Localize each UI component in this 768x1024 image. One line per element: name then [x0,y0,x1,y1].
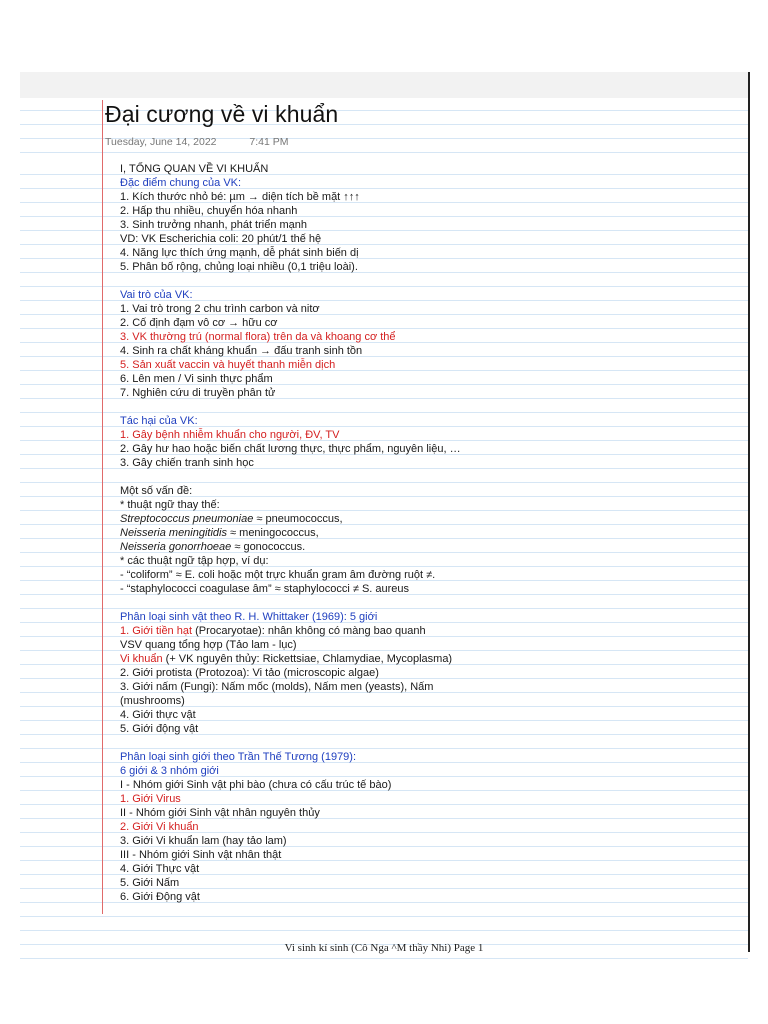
line-segment: 5. Giới Nấm [120,877,180,889]
note-line [120,722,720,736]
line-segment: I, TỔNG QUAN VỀ VI KHUẨN [120,163,269,175]
line-segment: 7. Nghiên cứu di truyền phân tử [120,387,276,399]
note-line [120,820,720,834]
note-line [120,204,720,218]
line-segment: 6 giới & 3 nhóm giới [120,765,219,777]
line-segment: * các thuật ngữ tập hợp, ví dụ: [120,555,269,567]
note-line [120,582,720,596]
blank-line [120,736,720,750]
note-line [120,792,720,806]
line-segment: Phân loại sinh vật theo R. H. Whittaker (1969): 5 giới [120,611,378,623]
note-line [120,330,720,344]
line-segment: Neisseria meningitidis [120,527,227,539]
note-line [120,610,720,624]
line-segment: Tác hại của VK: [120,415,198,427]
note-line [120,876,720,890]
line-segment: (+ VK nguyên thủy: Rickettsiae, Chlamydiae, Mycoplasma) [162,653,453,665]
note-line [120,218,720,232]
note-line [120,568,720,582]
note-line [120,806,720,820]
line-segment: 4. Giới thực vật [120,709,196,721]
note-line [120,764,720,778]
note-line [120,442,720,456]
line-segment: III - Nhóm giới Sinh vật nhân thật [120,849,282,861]
note-timestamp [105,136,289,148]
blank-line [120,596,720,610]
line-segment: 5. Giới động vật [120,723,199,735]
note-line [120,162,720,176]
line-segment: 2. Cố định đạm vô cơ → hữu cơ [120,317,278,329]
line-segment: 3. Gây chiến tranh sinh học [120,457,254,469]
line-segment: 1. Gây bệnh nhiễm khuẩn cho người, ĐV, TV [120,429,340,441]
line-segment: ≈ meningococcus, [227,527,319,539]
line-segment: 1. Vai trò trong 2 chu trình carbon và nitơ [120,303,320,315]
note-line [120,624,720,638]
line-segment: 4. Sinh ra chất kháng khuẩn → đấu tranh sinh tồn [120,345,363,357]
line-segment: 5. Phân bố rộng, chủng loại nhiều (0,1 triệu loài). [120,261,358,273]
line-segment: 2. Gây hư hao hoặc biến chất lương thực, thực phẩm, nguyên liệu, … [120,443,461,455]
line-segment: 3. Sinh trưởng nhanh, phát triển mạnh [120,219,308,231]
note-line [120,890,720,904]
page-footer: Vi sinh kí sinh (Cô Nga ^M thầy Nhi) Page 1 [284,942,484,954]
note-line [120,708,720,722]
line-segment: VD: VK Escherichia coli: 20 phút/1 thế hệ [120,233,322,245]
note-line [120,498,720,512]
note-line [120,540,720,554]
line-segment: 2. Giới Vi khuẩn [120,821,199,833]
note-time: 7:41 PM [249,136,289,148]
page-right-border [748,72,750,952]
note-line [120,834,720,848]
note-line [120,302,720,316]
note-line [120,386,720,400]
blank-line [120,470,720,484]
line-segment: 3. Giới Vi khuẩn lam (hay tảo lam) [120,835,287,847]
note-line [120,456,720,470]
note-line [120,512,720,526]
blank-line [120,400,720,414]
line-segment: * thuật ngữ thay thế: [120,499,220,511]
line-segment: - “staphylococci coagulase âm” ≈ staphylococci ≠ S. aureus [120,583,410,595]
line-segment: Phân loại sinh giới theo Trần Thế Tương (1979): [120,751,357,763]
note-line [120,316,720,330]
line-segment: Vi khuẩn [120,653,163,665]
note-line [120,638,720,652]
line-segment: 4. Năng lực thích ứng mạnh, dễ phát sinh biến dị [120,247,359,259]
note-line [120,666,720,680]
line-segment: Vai trò của VK: [120,289,193,301]
line-segment: 1. Kích thước nhỏ bé: µm → diện tích bề mặt ↑↑↑ [120,191,360,203]
line-segment: Streptococcus pneumoniae [120,513,254,525]
line-segment: ≈ pneumococcus, [253,513,343,525]
note-line [120,372,720,386]
note-line [120,176,720,190]
margin-line [102,100,103,914]
note-line [120,344,720,358]
line-segment: 6. Giới Động vật [120,891,200,903]
note-line [120,260,720,274]
note-line [120,694,720,708]
note-line [120,526,720,540]
note-line [120,484,720,498]
note-line [120,750,720,764]
line-segment: ≈ gonococcus. [231,541,306,553]
note-line [120,288,720,302]
line-segment: 3. Giới nấm (Fungi): Nấm mốc (molds), Nấm men (yeasts), Nấm [120,681,434,693]
note-line [120,652,720,666]
note-line [120,246,720,260]
line-segment: Neisseria gonorrhoeae [120,541,232,553]
line-segment: 5. Sản xuất vaccin và huyết thanh miễn dịch [120,359,336,371]
note-body [120,162,720,904]
note-line [120,190,720,204]
line-segment: (mushrooms) [120,695,185,707]
line-segment: Đặc điểm chung của VK: [120,177,242,189]
line-segment: 1. Giới tiền hạt [120,625,193,637]
note-line [120,862,720,876]
note-line [120,778,720,792]
line-segment: I - Nhóm giới Sinh vật phi bào (chưa có cấu trúc tế bào) [120,779,392,791]
line-segment: 2. Giới protista (Protozoa): Vi tảo (microscopic algae) [120,667,379,679]
note-line [120,414,720,428]
line-segment: 1. Giới Virus [120,793,181,805]
page-top-bar [20,72,748,98]
note-line [120,680,720,694]
line-segment: 3. VK thường trú (normal flora) trên da và khoang cơ thể [120,331,396,343]
line-segment: VSV quang tổng hợp (Tảo lam - lục) [120,639,297,651]
note-line [120,848,720,862]
line-segment: 6. Lên men / Vi sinh thực phẩm [120,373,273,385]
line-segment: (Procaryotae): nhân không có màng bao quanh [192,625,426,637]
note-line [120,358,720,372]
blank-line [120,274,720,288]
note-line [120,554,720,568]
line-segment: - “coliform” ≈ E. coli hoặc một trực khuẩn gram âm đường ruột ≠. [120,569,436,581]
note-title: Đại cương về vi khuẩn [105,101,339,127]
line-segment: Một số vấn đề: [120,485,193,497]
line-segment: 2. Hấp thu nhiều, chuyển hóa nhanh [120,205,298,217]
line-segment: II - Nhóm giới Sinh vật nhân nguyên thủy [120,807,320,819]
note-line [120,232,720,246]
note-date: Tuesday, June 14, 2022 [105,136,217,148]
line-segment: 4. Giới Thực vật [120,863,200,875]
note-line [120,428,720,442]
